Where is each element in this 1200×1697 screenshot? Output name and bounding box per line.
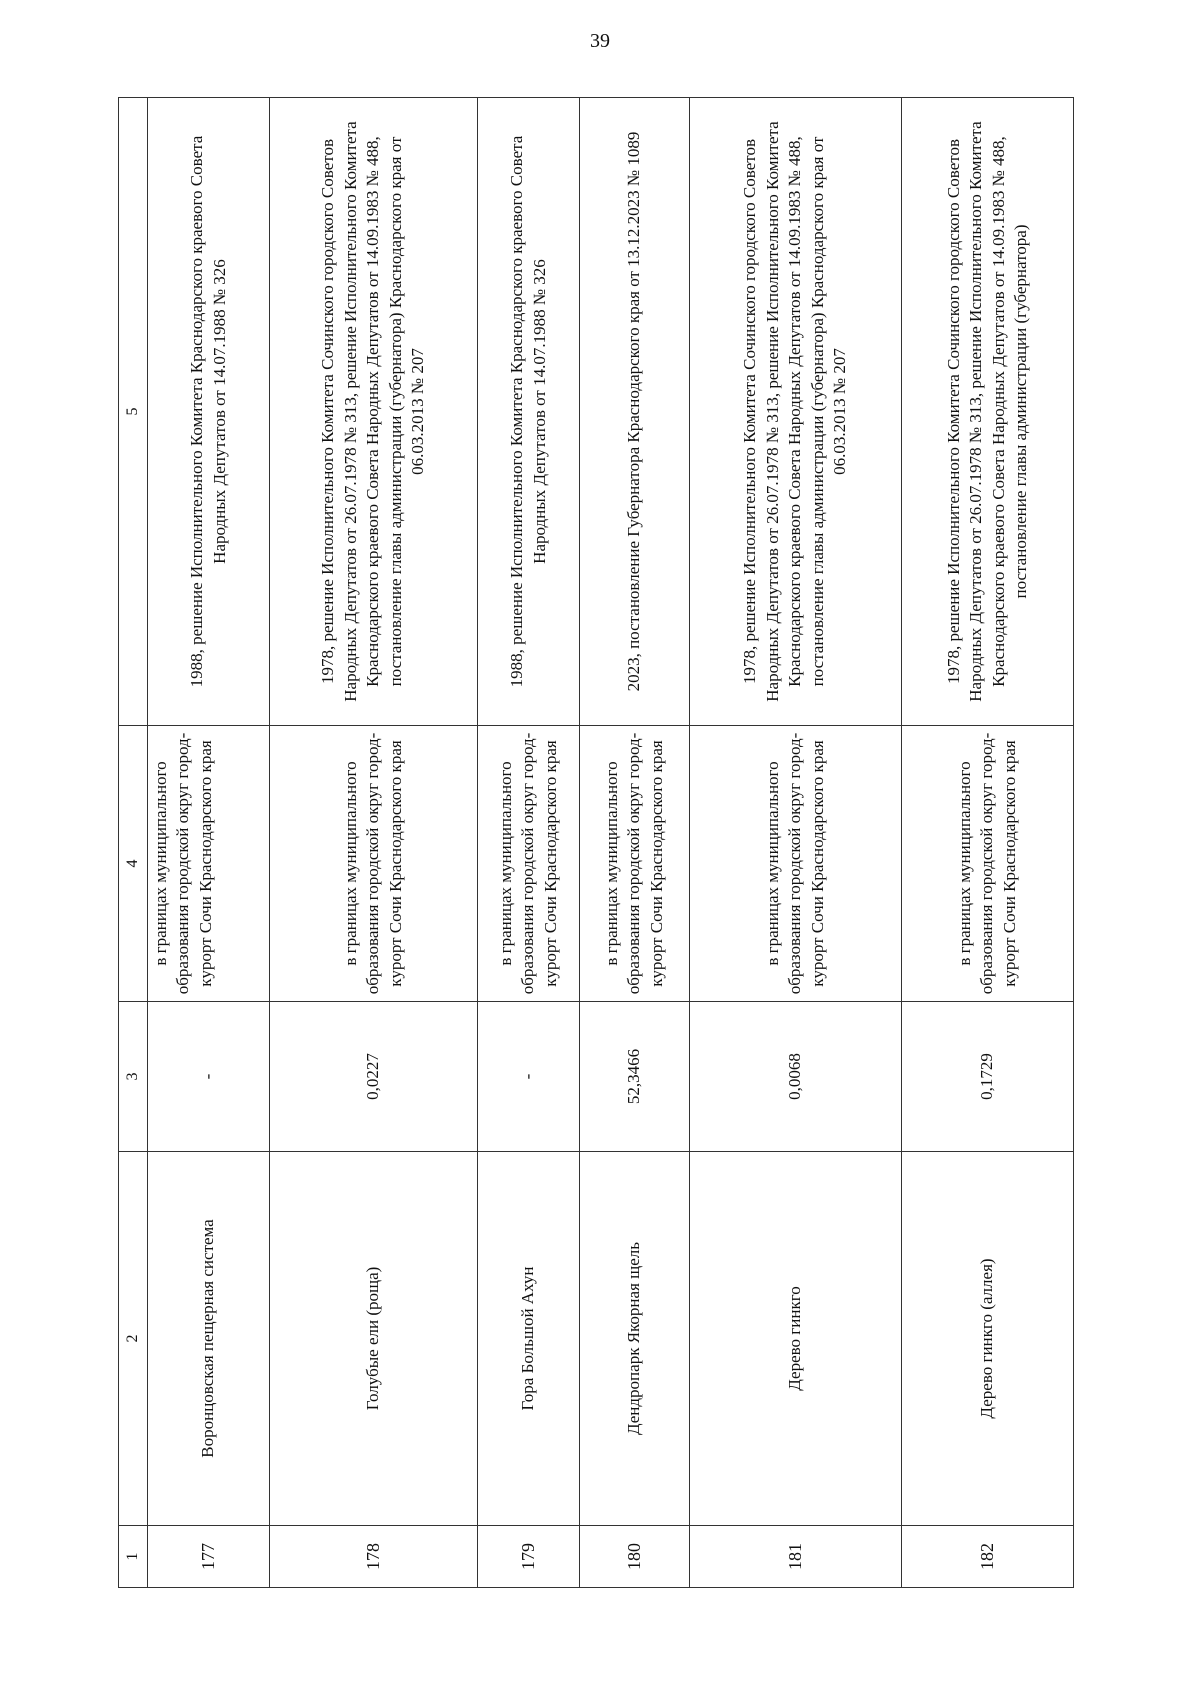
table-row bbox=[902, 98, 1074, 1588]
table-row bbox=[580, 98, 690, 1588]
object-area: - bbox=[478, 1002, 580, 1152]
object-name: Дерево гинкго bbox=[690, 1152, 902, 1526]
object-location: в границах муниципального образования городской округ город-курорт Сочи Краснодарского края bbox=[690, 726, 902, 1002]
object-name: Гора Большой Ахун bbox=[478, 1152, 580, 1526]
row-number: 182 bbox=[902, 1526, 1074, 1588]
object-name: Дерево гинкго (аллея) bbox=[902, 1152, 1074, 1526]
object-name: Дендропарк Якорная щель bbox=[580, 1152, 690, 1526]
table-row bbox=[270, 98, 478, 1588]
row-number: 179 bbox=[478, 1526, 580, 1588]
object-location: в границах муниципального образования городской округ город-курорт Сочи Краснодарского края bbox=[270, 726, 478, 1002]
column-header: 2 bbox=[119, 1152, 148, 1526]
rotated-table-frame bbox=[118, 98, 1070, 1588]
row-number: 180 bbox=[580, 1526, 690, 1588]
object-location: в границах муниципального образования городской округ город-курорт Сочи Краснодарского края bbox=[580, 726, 690, 1002]
column-header: 1 bbox=[119, 1526, 148, 1588]
registry-table bbox=[118, 97, 1074, 1588]
row-number: 177 bbox=[148, 1526, 270, 1588]
legal-basis: 2023, постановление Губернатора Краснодарского края от 13.12.2023 № 1089 bbox=[580, 98, 690, 726]
table-row bbox=[148, 98, 270, 1588]
object-name: Воронцовская пещерная система bbox=[148, 1152, 270, 1526]
table-header-row bbox=[119, 98, 148, 1588]
legal-basis: 1988, решение Исполнительного Комитета Краснодарского краевого Совета Народных Депутатов от 14.07.1988 № 326 bbox=[478, 98, 580, 726]
legal-basis: 1978, решение Исполнительного Комитета Сочинского городского Советов Народных Депутатов от 26.07.1978 № 313, решение Исполнительного Комитета Краснодарского краевого Совета Народных Депутатов от 14.09.1983 № 488, постановление главы администрации (губернатора) Краснодарского края от 06.03.2013 № 207 bbox=[690, 98, 902, 726]
column-header: 3 bbox=[119, 1002, 148, 1152]
row-number: 178 bbox=[270, 1526, 478, 1588]
legal-basis: 1978, решение Исполнительного Комитета Сочинского городского Советов Народных Депутатов от 26.07.1978 № 313, решение Исполнительного Комитета Краснодарского краевого Совета Народных Депутатов от 14.09.1983 № 488, постановление главы администрации (губернатора) bbox=[902, 98, 1074, 726]
object-area: 52,3466 bbox=[580, 1002, 690, 1152]
object-location: в границах муниципального образования городской округ город-курорт Сочи Краснодарского края bbox=[148, 726, 270, 1002]
object-location: в границах муниципального образования городской округ город-курорт Сочи Краснодарского края bbox=[478, 726, 580, 1002]
page-number: 39 bbox=[590, 30, 610, 52]
object-area: 0,1729 bbox=[902, 1002, 1074, 1152]
legal-basis: 1988, решение Исполнительного Комитета Краснодарского краевого Совета Народных Депутатов от 14.07.1988 № 326 bbox=[148, 98, 270, 726]
object-area: - bbox=[148, 1002, 270, 1152]
table-row bbox=[478, 98, 580, 1588]
column-header: 5 bbox=[119, 98, 148, 726]
legal-basis: 1978, решение Исполнительного Комитета Сочинского городского Советов Народных Депутатов от 26.07.1978 № 313, решение Исполнительного Комитета Краснодарского краевого Совета Народных Депутатов от 14.09.1983 № 488, постановление главы администрации (губернатора) Краснодарского края от 06.03.2013 № 207 bbox=[270, 98, 478, 726]
table-row bbox=[690, 98, 902, 1588]
row-number: 181 bbox=[690, 1526, 902, 1588]
object-area: 0,0068 bbox=[690, 1002, 902, 1152]
column-header: 4 bbox=[119, 726, 148, 1002]
object-area: 0,0227 bbox=[270, 1002, 478, 1152]
object-location: в границах муниципального образования городской округ город-курорт Сочи Краснодарского края bbox=[902, 726, 1074, 1002]
object-name: Голубые ели (роща) bbox=[270, 1152, 478, 1526]
